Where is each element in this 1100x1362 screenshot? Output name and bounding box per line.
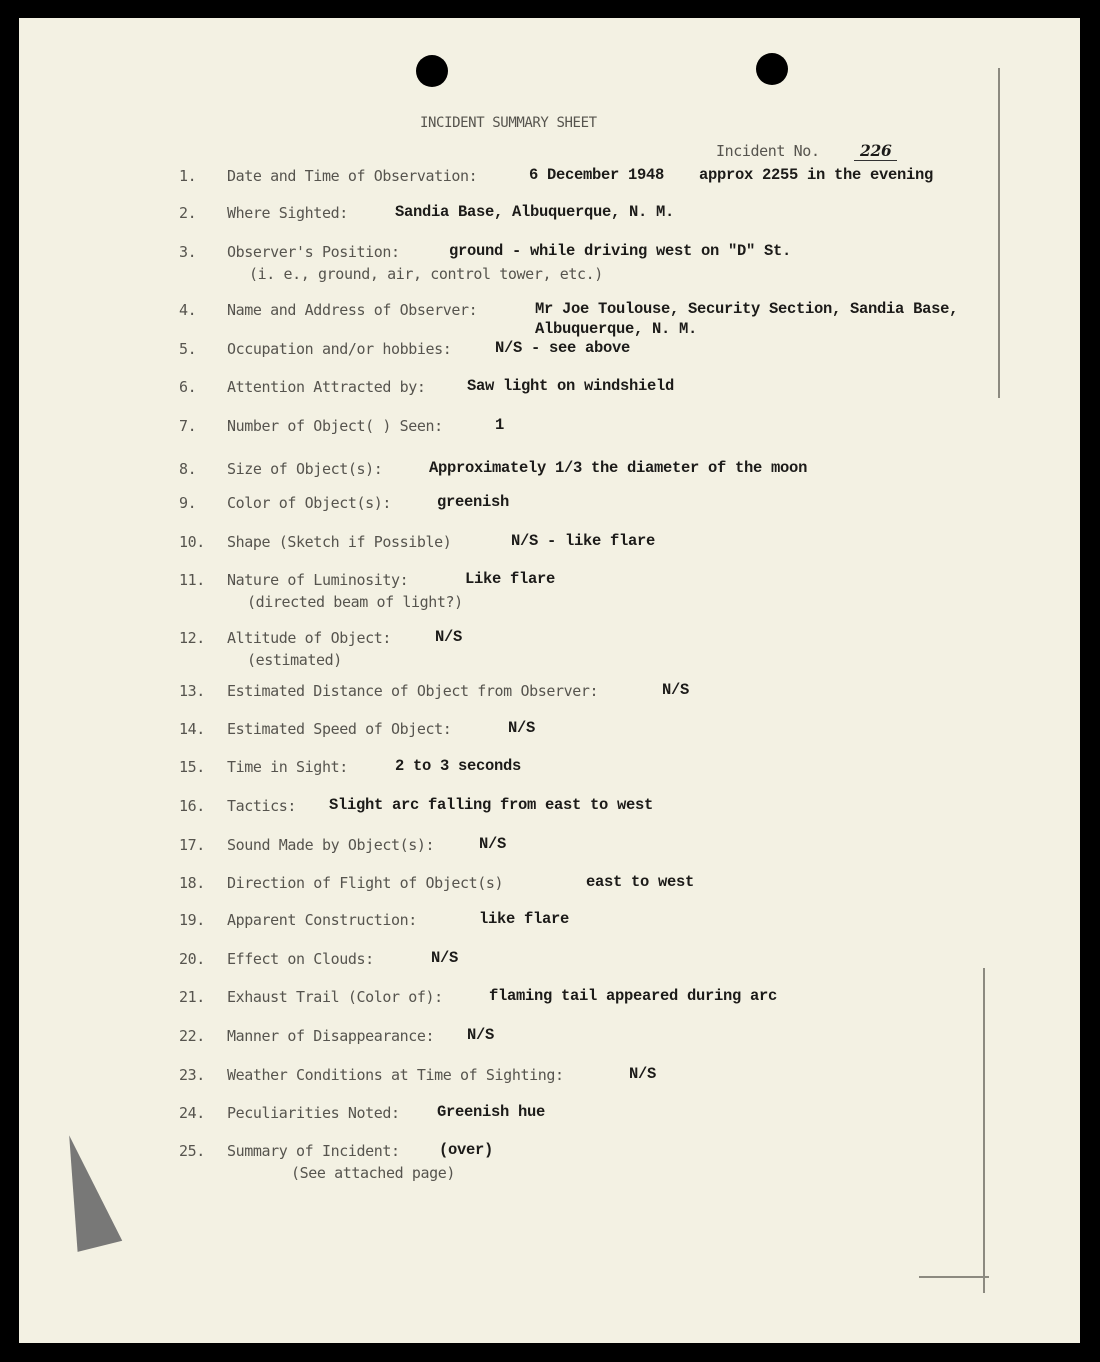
item-answer: Like flare (465, 570, 556, 588)
item-answer: Saw light on windshield (467, 377, 675, 395)
item-answer: Greenish hue (437, 1103, 546, 1121)
item-number: 23. (179, 1066, 205, 1084)
item-number: 25. (179, 1142, 205, 1160)
item-number: 17. (179, 836, 205, 854)
punch-hole-left (416, 55, 448, 87)
item-number: 16. (179, 797, 205, 815)
punch-hole-right (756, 53, 788, 85)
item-label: Estimated Distance of Object from Observer: (227, 682, 599, 700)
item-answer: N/S (479, 835, 507, 853)
item-label: Manner of Disappearance: (227, 1027, 435, 1045)
item-label: Number of Object( ) Seen: (227, 417, 443, 435)
item-answer: Mr Joe Toulouse, Security Section, Sandia Base, (535, 300, 959, 318)
item-sub-label: (estimated) (247, 651, 342, 669)
item-label: Name and Address of Observer: (227, 301, 478, 319)
item-number: 11. (179, 571, 205, 589)
incident-number-label: Incident No. (716, 142, 820, 160)
item-number: 2. (179, 204, 197, 222)
item-label: Summary of Incident: (227, 1142, 400, 1160)
item-label: Shape (Sketch if Possible) (227, 533, 452, 551)
page-edge-line (983, 968, 985, 1293)
item-number: 7. (179, 417, 197, 435)
item-answer: N/S (662, 681, 690, 699)
item-answer: flaming tail appeared during arc (489, 987, 778, 1005)
item-number: 21. (179, 988, 205, 1006)
item-label: Estimated Speed of Object: (227, 720, 452, 738)
item-answer: 2 to 3 seconds (395, 757, 522, 775)
item-label: Peculiarities Noted: (227, 1104, 400, 1122)
page-edge-line (919, 1276, 989, 1278)
item-answer: Approximately 1/3 the diameter of the moon (429, 459, 808, 477)
item-label: Color of Object(s): (227, 494, 391, 512)
item-number: 14. (179, 720, 205, 738)
item-answer: N/S (467, 1026, 495, 1044)
item-answer: (over) (439, 1141, 494, 1159)
item-number: 6. (179, 378, 197, 396)
corner-shadow (50, 1129, 122, 1252)
item-sub-label: (directed beam of light?) (247, 593, 463, 611)
item-answer-continued: Albuquerque, N. M. (535, 320, 698, 338)
item-label: Weather Conditions at Time of Sighting: (227, 1066, 564, 1084)
item-answer: 6 December 1948 (529, 166, 665, 184)
item-number: 19. (179, 911, 205, 929)
item-answer: greenish (437, 493, 510, 511)
item-answer: N/S - see above (495, 339, 631, 357)
item-answer: N/S (435, 628, 463, 646)
item-label: Where Sighted: (227, 204, 348, 222)
page-edge-line (998, 68, 1000, 398)
item-answer: Slight arc falling from east to west (329, 796, 654, 814)
item-number: 5. (179, 340, 197, 358)
item-sub-label: (i. e., ground, air, control tower, etc.) (249, 265, 603, 283)
item-label: Direction of Flight of Object(s) (227, 874, 504, 892)
item-number: 3. (179, 243, 197, 261)
item-label: Sound Made by Object(s): (227, 836, 435, 854)
item-number: 9. (179, 494, 197, 512)
item-answer: ground - while driving west on "D" St. (449, 242, 792, 260)
item-label: Nature of Luminosity: (227, 571, 409, 589)
item-label: Occupation and/or hobbies: (227, 340, 452, 358)
item-label: Exhaust Trail (Color of): (227, 988, 443, 1006)
item-label: Size of Object(s): (227, 460, 383, 478)
incident-number-value: 226 (854, 141, 897, 161)
item-label: Attention Attracted by: (227, 378, 426, 396)
item-number: 18. (179, 874, 205, 892)
item-label: Date and Time of Observation: (227, 167, 478, 185)
item-number: 20. (179, 950, 205, 968)
item-number: 13. (179, 682, 205, 700)
item-label: Altitude of Object: (227, 629, 391, 647)
document-page (19, 18, 1080, 1343)
item-label: Observer's Position: (227, 243, 400, 261)
item-number: 22. (179, 1027, 205, 1045)
item-answer: Sandia Base, Albuquerque, N. M. (395, 203, 675, 221)
form-title: INCIDENT SUMMARY SHEET (420, 115, 597, 131)
item-answer-continued: approx 2255 in the evening (699, 166, 934, 184)
item-answer: like flare (479, 910, 570, 928)
item-answer: N/S (508, 719, 536, 737)
item-sub-label: (See attached page) (291, 1164, 455, 1182)
item-label: Tactics: (227, 797, 297, 815)
item-answer: N/S - like flare (511, 532, 656, 550)
item-number: 24. (179, 1104, 205, 1122)
item-label: Effect on Clouds: (227, 950, 374, 968)
item-number: 15. (179, 758, 205, 776)
item-number: 8. (179, 460, 197, 478)
item-number: 12. (179, 629, 205, 647)
item-label: Time in Sight: (227, 758, 348, 776)
item-answer: east to west (586, 873, 695, 891)
item-number: 1. (179, 167, 197, 185)
item-answer: N/S (431, 949, 459, 967)
item-answer: N/S (629, 1065, 657, 1083)
item-number: 4. (179, 301, 197, 319)
item-label: Apparent Construction: (227, 911, 417, 929)
item-answer: 1 (495, 416, 505, 434)
item-number: 10. (179, 533, 205, 551)
